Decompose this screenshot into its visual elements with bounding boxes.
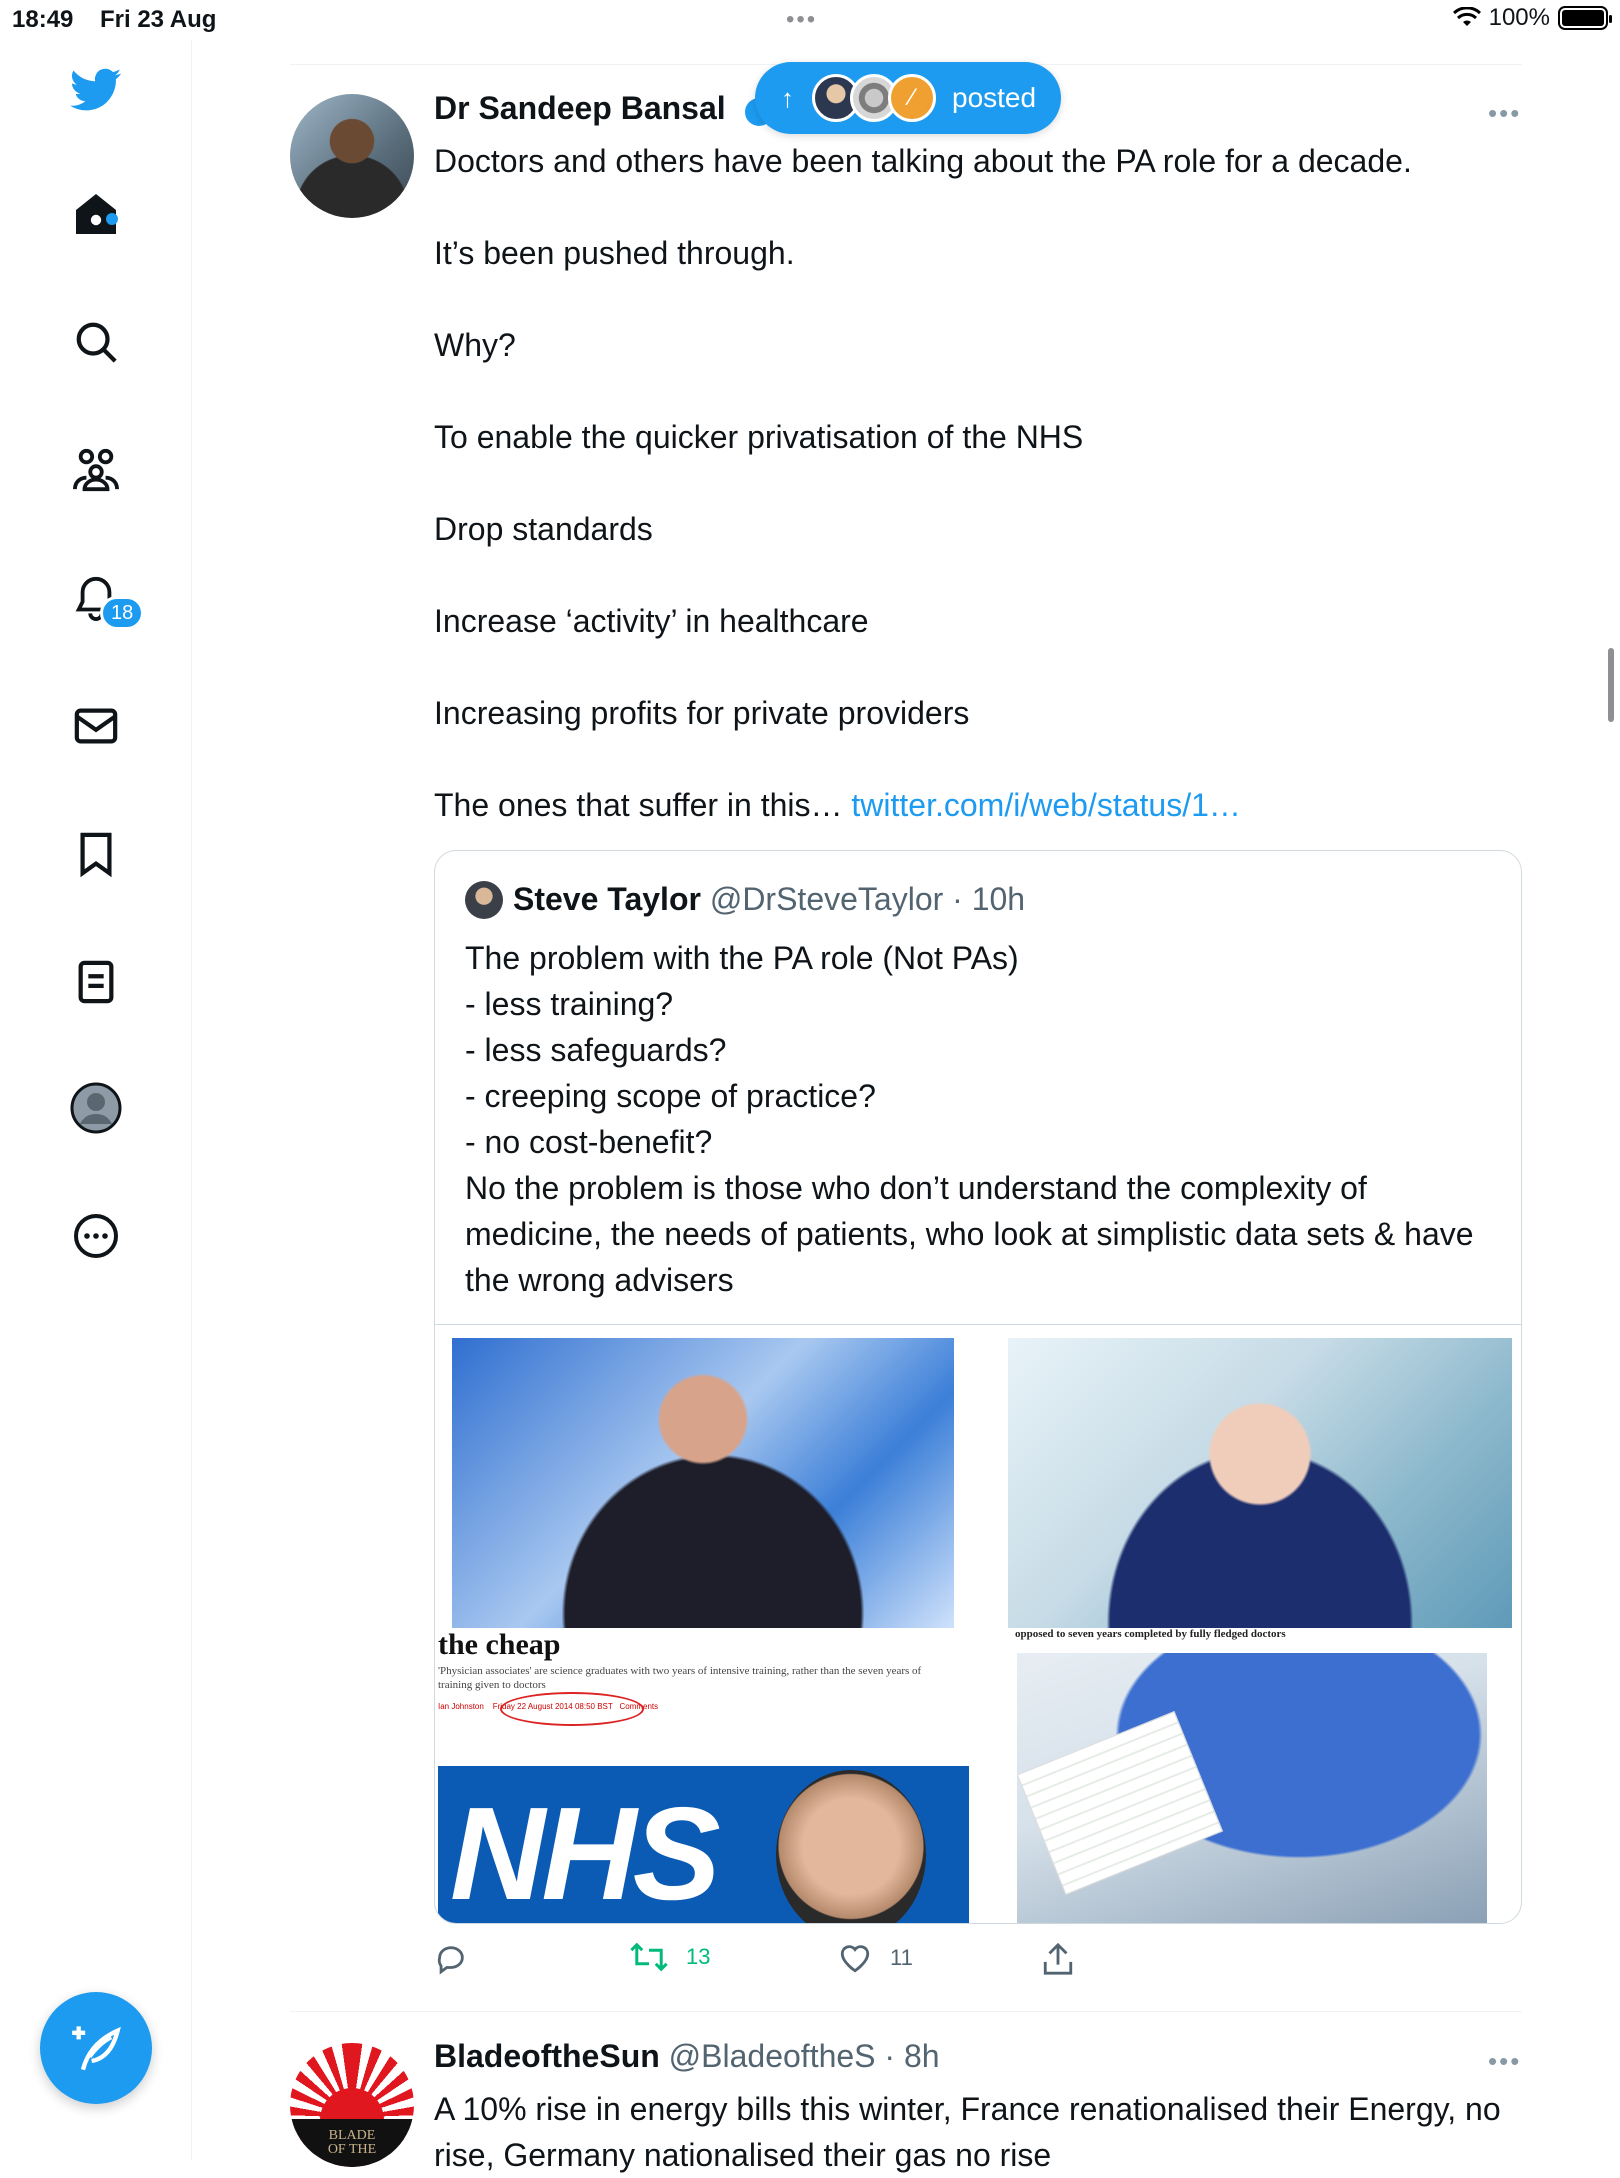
- tweet-paragraph: [434, 782, 1514, 828]
- sidebar-item-home[interactable]: [66, 184, 126, 244]
- sidebar-item-more[interactable]: [66, 1206, 126, 1266]
- tweet-paragraph: Increase ‘activity’ in healthcare: [434, 603, 869, 639]
- media-image-2[interactable]: [1008, 1338, 1512, 1628]
- article-snippet: opposed to seven years completed by fully fledged doctors: [1015, 1628, 1286, 1640]
- posted-label: posted: [952, 82, 1037, 113]
- twitter-bird-icon[interactable]: [66, 60, 126, 120]
- sidebar-item-explore[interactable]: [66, 312, 126, 372]
- profile-icon: [70, 1082, 122, 1134]
- sidebar: [0, 40, 192, 2160]
- tweet-more-icon[interactable]: •••: [1488, 2046, 1522, 2076]
- new-posts-pill[interactable]: [755, 62, 1061, 134]
- tweet-more-icon[interactable]: •••: [1488, 98, 1522, 128]
- article-byline: Ian Johnston: [438, 1702, 484, 1711]
- tweet-link[interactable]: twitter.com/i/web/status/1…: [851, 787, 1241, 823]
- tweet-paragraph: Doctors and others have been talking about the PA role for a decade.: [434, 143, 1412, 179]
- share-icon: [1042, 1942, 1074, 1976]
- sidebar-item-lists[interactable]: [66, 952, 126, 1012]
- lists-icon: [76, 959, 116, 1005]
- multitask-dots-icon[interactable]: •••: [786, 6, 818, 33]
- more-circle-icon: [72, 1212, 120, 1260]
- tweet-author-name[interactable]: BladeoftheSun: [434, 2038, 660, 2074]
- like-count: 11: [890, 1945, 913, 1970]
- battery-percent: 100%: [1488, 4, 1550, 31]
- communities-icon: [71, 447, 121, 493]
- reply-icon: [434, 1942, 468, 1976]
- status-right: [1453, 4, 1608, 32]
- tweet-text: A 10% rise in energy bills this winter, France renationalised their Energy, no rise, Germany nationalised their gas no rise: [434, 2091, 1501, 2173]
- tweet-paragraph: Drop standards: [434, 511, 653, 547]
- notification-badge: 18: [100, 596, 144, 630]
- article-date: Friday 22 August 2014 08:50 BST: [492, 1702, 613, 1711]
- quoted-author-handle-time: @DrSteveTaylor · 10h: [709, 881, 1026, 917]
- quoted-tweet-header: [513, 881, 1025, 918]
- media-image-1[interactable]: [452, 1338, 954, 1628]
- retweet-count: 13: [686, 1944, 711, 1969]
- battery-icon: [1558, 6, 1608, 30]
- status-bar: [0, 0, 1620, 40]
- tweet-text: [434, 138, 1514, 828]
- scrollbar[interactable]: [1608, 648, 1614, 722]
- compose-feather-icon: [70, 2022, 122, 2074]
- nhs-logo: NHS: [450, 1780, 717, 1924]
- divider: [435, 1324, 1522, 1325]
- retweet-button[interactable]: [630, 1942, 710, 1972]
- status-date: Fri 23 Aug: [100, 6, 217, 33]
- media-image-3[interactable]: [438, 1628, 969, 1924]
- tweet-actions: [434, 1942, 1522, 1982]
- status-time: 18:49: [12, 6, 74, 33]
- tweet-paragraph: It’s been pushed through.: [434, 235, 795, 271]
- quoted-author-name[interactable]: Steve Taylor: [513, 881, 701, 917]
- home-unread-dot: [106, 213, 118, 225]
- sidebar-item-messages[interactable]: [66, 696, 126, 756]
- search-icon: [73, 319, 119, 365]
- avatar: ⁄: [888, 74, 936, 122]
- tweet-paragraph: Increasing profits for private providers: [434, 695, 970, 731]
- reply-button[interactable]: [434, 1942, 468, 1976]
- article-comments: Comments: [619, 1702, 659, 1711]
- article-headline: the cheap: [438, 1628, 561, 1661]
- tweet-last-line: The ones that suffer in this…: [434, 787, 852, 823]
- avatar[interactable]: [465, 881, 503, 919]
- tweet-author-handle-time: @BladeoftheS · 8h: [668, 2038, 940, 2074]
- avatar[interactable]: [290, 2043, 414, 2167]
- article-subheadline: 'Physician associates' are science graduates with two years of intensive training, rather than the seven years of training given to doctors: [438, 1665, 922, 1691]
- mail-icon: [73, 706, 119, 746]
- sidebar-item-communities[interactable]: [66, 440, 126, 500]
- tweet-author-name[interactable]: Dr Sandeep Bansal: [434, 90, 726, 126]
- tweet-paragraph: To enable the quicker privatisation of the NHS: [434, 419, 1084, 455]
- quoted-tweet[interactable]: [434, 850, 1522, 1924]
- bookmark-icon: [77, 831, 115, 877]
- arrow-up-icon: ↑: [781, 82, 794, 113]
- sidebar-item-bookmarks[interactable]: [66, 824, 126, 884]
- retweet-icon: [630, 1942, 668, 1972]
- heart-icon: [838, 1942, 872, 1974]
- divider: [290, 2011, 1522, 2012]
- like-button[interactable]: [838, 1942, 913, 1974]
- avatar[interactable]: [290, 94, 414, 218]
- quoted-tweet-text: The problem with the PA role (Not PAs) - less training? - less safeguards? - creeping scope of practice? - no cost-benefit? No the problem is those who don’t understand the complexity of medicine, the needs of patients, who look at simplistic data sets & have the wrong advisers: [465, 940, 1474, 1298]
- tweet-paragraph: Why?: [434, 327, 516, 363]
- share-button[interactable]: [1042, 1942, 1074, 1976]
- wifi-icon: [1453, 7, 1481, 29]
- tweet-header: [434, 2038, 940, 2075]
- sidebar-item-profile[interactable]: [66, 1078, 126, 1138]
- avatar-text: BLADE OF THE: [327, 2128, 377, 2157]
- highlight-oval: [500, 1692, 644, 1726]
- compose-tweet-button[interactable]: [40, 1992, 152, 2104]
- media-image-4[interactable]: [995, 1628, 1512, 1924]
